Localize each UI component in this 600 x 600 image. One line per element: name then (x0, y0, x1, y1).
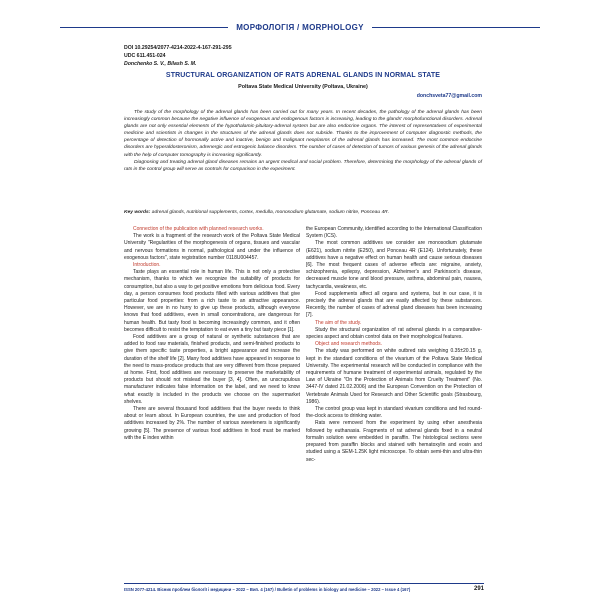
left-column (124, 226, 300, 442)
body-paragraph: The work is a fragment of the research work of the Poltava State Medical University "Regularities of the morphogenesis of organs, tissues and vascular and nervous formations in normal, pathological and under the influence of exogenous factors", state registration number 0118U004457. (124, 233, 300, 261)
body-paragraph: The most common additives we consider are monosodium glutamate (E621), sodium nitrite (E250), and Ponceau 4R (E124). Unfortunately, these additives have a negative effect on human health and cause serious diseases [6]. The most frequent cases of adverse effects are: migraine, anxiety, schizophrenia, epilepsy, depression, Alzheimer's and Parkinson's disease, decreased muscle tone and blood pressure, asthma, abdominal pain, nausea, tachycardia, weakness, etc. (306, 240, 482, 290)
section-heading: Object and research methods. (315, 341, 382, 348)
right-column (306, 226, 482, 464)
body-paragraph: Food supplements affect all organs and systems, but in our case, it is precisely the adrenal glands that are easily affected by these substances. Recently, the number of cases of adrenal gland diseases has been increasing [7]. (306, 290, 482, 319)
article-title: STRUCTURAL ORGANIZATION OF RATS ADRENAL GLANDS IN NORMAL STATE (165, 72, 441, 79)
body-paragraph: Study the structural organization of rat adrenal glands in a comparative-species aspect and obtain control data on their morphological features. (306, 326, 482, 341)
body-paragraph: the European Community, identified according to the International Classification System (ICS). (306, 226, 482, 240)
abstract (124, 109, 482, 173)
keywords-text: adrenal glands, nutritional supplements, cortex, medulla, monosodium glutamate, sodium nitrite, Ponceau 4R. (151, 210, 390, 215)
section-title: МОРФОЛОГІЯ / MORPHOLOGY (228, 23, 372, 32)
body-paragraph: There are several thousand food additives that the buyer needs to think about or learn about. In European countries, the use and production of food additives increased by 2%. The number of various sweeteners is significantly growing [5]. The presence of various food additives in food must be marked with the E index within (124, 406, 300, 441)
body-paragraph: The control group was kept in standard vivarium conditions and fed round-the-clock access to drinking water. (306, 406, 482, 420)
abstract-paragraph: The study of the morphology of the adrenal glands has been carried out for many years. In recent decades, the pathology of the adrenal glands has been increasingly common because the negative influence of exogenous and endogenous factors is increasing, leading to the glands' morphofunctional disorders. Adrenal glands are not only essential elements of the hypothalamic-pituitary-adrenal system but are also endocrine organs. The interest of representatives of experimental medicine and scientists in changes in the structures of the adrenal glands does not subside. Thanks to the improvement of computer diagnostic methods, the percentage of detection of hormonally active and inactive, benign and malignant neoplasms of the adrenal glands has increased. The most common endocrine disorders are hyperaldosteronism, adrenergic and estrogenic balance disorders. The number of cases of detection of tumors of various genesis of the adrenal glands with the help of computer tomography is increasing significantly. (124, 110, 482, 158)
page-number: 291 (473, 586, 484, 592)
authors: Donchenko S. V., Bilash S. M. (124, 61, 197, 67)
body-paragraph: Taste plays an essential role in human life. This is not only a protective mechanism, thanks to which we recognize the suitability of products for consumption, but also a way to get positive emotions from delicious food. Every day, a person consumes food products filled with various additives that give particular food properties: from a rich taste to an attractive appearance. However, we are in no hurry to give up these products, although everyone knows that food additives, even in small concentrations, are dangerous for human health. But tasty food is becoming increasingly common, and it often becomes difficult to resist the temptation to eat even a tiny but tasty piece [1]. (124, 269, 300, 333)
keywords-label: Key words: (124, 210, 151, 215)
page-footer (124, 583, 484, 592)
abstract-paragraph: Diagnosing and treating adrenal gland diseases remains an urgent medical and social problem. Therefore, determining the morphology of the adrenal glands of rats in the control group will serve as controls for comparison in the experiment. (124, 159, 482, 172)
body-paragraph: Food additives are a group of natural or synthetic substances that are added to food raw materials, finished products, and semi-finished products to give them specific taste properties, a bright appearance and increase the duration of the shelf life [2]. Many food additives have appeared in response to the need to mass-produce products that are very different from those prepared at home. First, food additives are necessary to preserve the marketability of products but should not mislead the buyer [3, 4]. Often, an unscrupulous manufacturer indicates false information on the label, and we need to know what exactly is included in the products we choose on the supermarket shelves. (124, 334, 300, 405)
section-heading: Introduction. (133, 262, 161, 269)
journal-section-header (0, 20, 600, 35)
affiliation: Poltava State Medical University (Poltava, Ukraine) (238, 84, 368, 90)
section-heading: The aim of the study. (315, 319, 362, 326)
body-paragraph: Rats were removed from the experiment by using ether anesthesia followed by euthanasia. Fragments of rat adrenal glands fixed in a neutral formalin solution were embedded in paraffin. The histological sections were prepared from paraffin blocks and stained with hematoxylin and eosin and studied using a SEM-1.25K light microscope. To obtain semi-thin and ultra-thin sec- (306, 420, 482, 463)
footer-journal: ISSN 2077-4214. Вісник проблем біології і медицини – 2022 – Вип. 4 (167) / Bulletin of problems in biology and medicine – 2022 – Issue 4 (167) (124, 586, 411, 592)
keywords (124, 209, 482, 216)
doi: DOI 10.29254/2077-4214-2022-4-167-291-295 (124, 45, 232, 51)
udc: UDC 611.451-024 (124, 53, 166, 59)
section-heading: Connection of the publication with planned research works. (133, 226, 264, 232)
body-paragraph: The study was performed on white outbred rats weighing 0.35±20.15 g, kept in the standard conditions of the vivarium of the Poltava State Medical University. The experimental research will be conducted in compliance with the requirements of humane treatment of experimental animals, regulated by the Law of Ukraine "On the Protection of Animals from Cruelty Treatment" (No. 3447-IV dated 21.02.2006) and the European Convention on the Protection of Vertebrate Animals Used for Research and Other Scientific goals (Strasbourg, 1986). (306, 348, 482, 405)
author-email[interactable]: donchsveta77@gmail.com (416, 93, 482, 99)
